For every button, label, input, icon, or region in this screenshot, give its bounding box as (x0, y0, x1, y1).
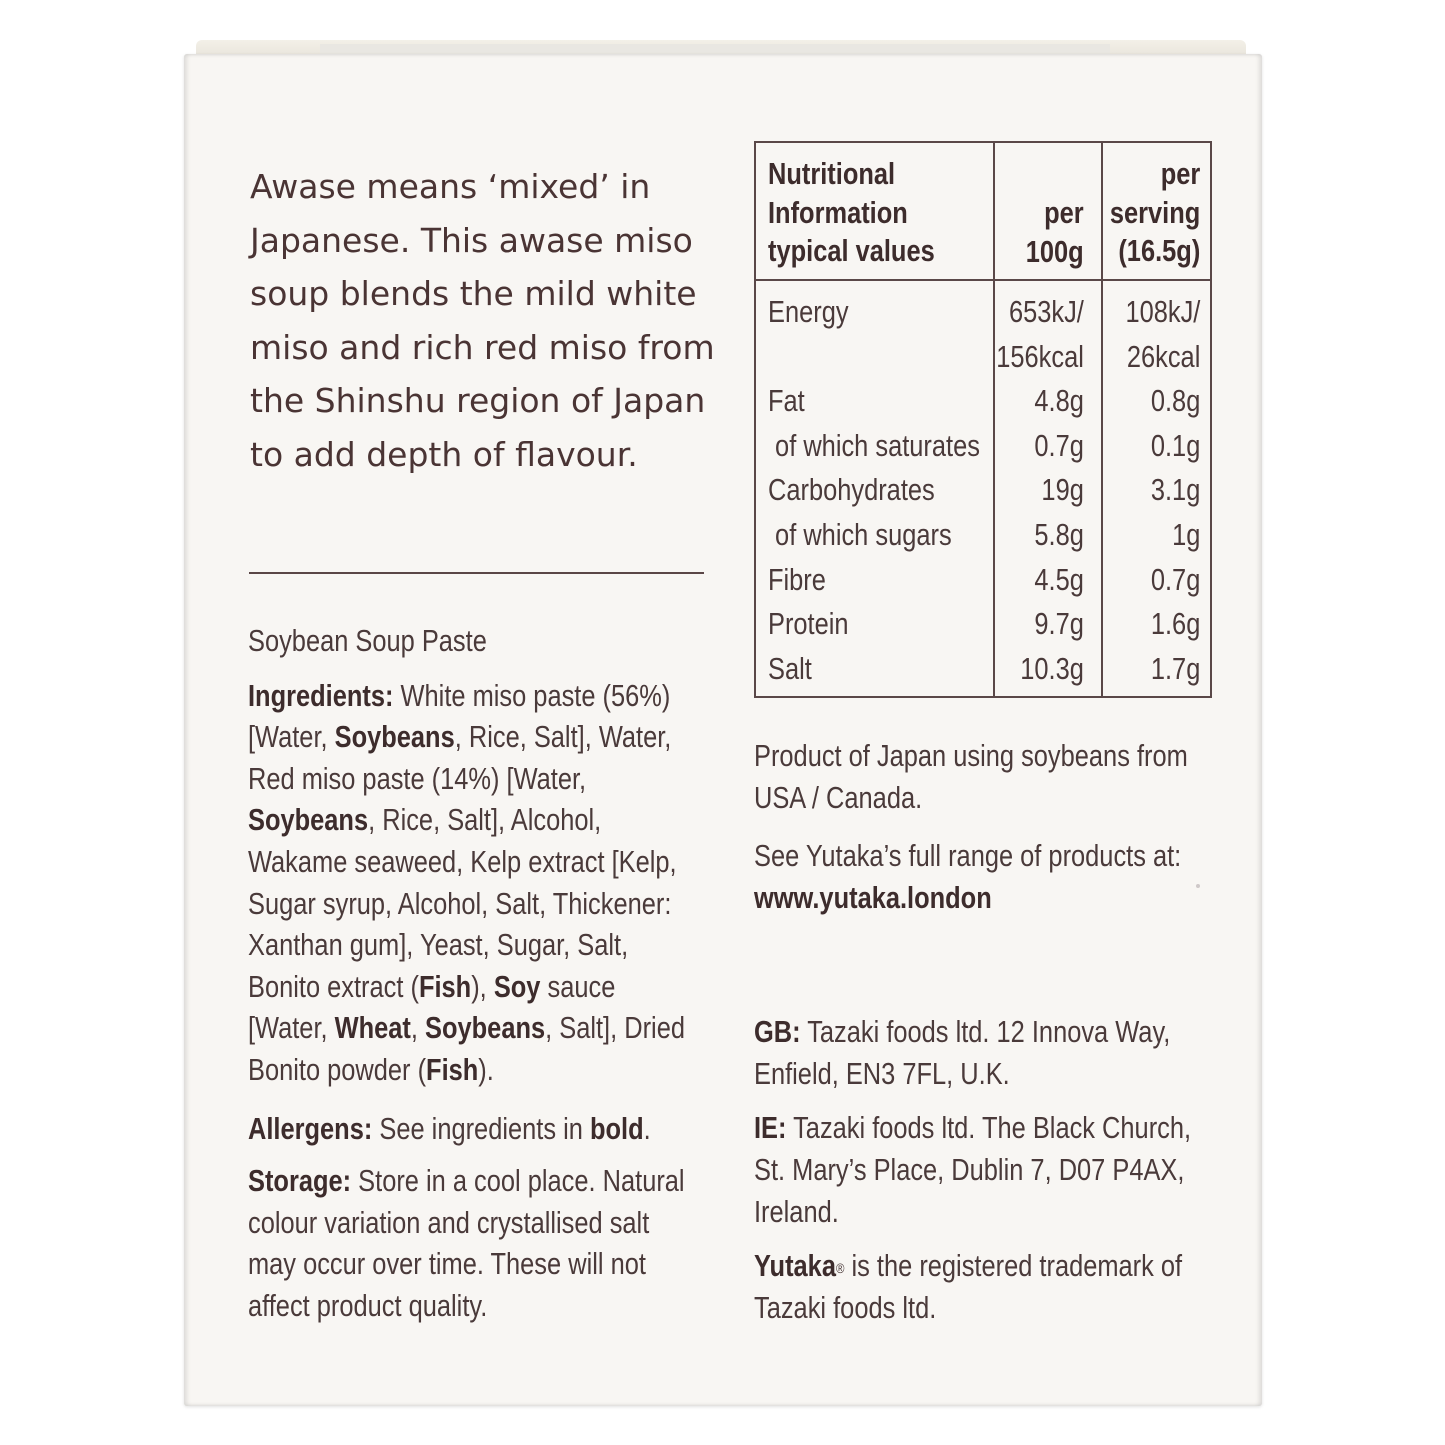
nutrition-row-label: Energy (768, 294, 849, 329)
nutrition-table (754, 141, 1212, 698)
table-column-divider (1101, 143, 1103, 696)
nutrition-header-per100: per 100g (1026, 195, 1084, 269)
product-subtitle: Soybean Soup Paste (248, 623, 487, 658)
table-header-divider (756, 279, 1210, 281)
ingredients-text: Ingredients: White miso paste (56%) [Water, Soybeans, Rice, Salt], Water, Red miso paste (14%) [Water, Soybeans, Rice, Salt], Alcohol, Wakame seaweed, Kelp extract [Kelp, Sugar syrup, Alcohol, Salt, Thickener: Xanthan gum], Yeast, Sugar, Salt, Bonito extract (Fish), Soy sauce [Water, Wheat, Soybeans, Salt], Dried Bonito powder (Fish). (248, 677, 685, 1087)
nutrition-row-perserving: 26kcal (1126, 338, 1200, 374)
nutrition-row-per100: 0.7g (1034, 427, 1084, 463)
nutrition-row-perserving: 108kJ/ (1125, 294, 1200, 329)
storage-label: Storage: (248, 1163, 352, 1199)
nutrition-row-label: of which sugars (768, 516, 952, 552)
print-speck (1196, 884, 1200, 888)
nutrition-per100-values (996, 290, 1084, 691)
nutrition-row-per100: 5.8g (1034, 516, 1084, 552)
trademark-text: Yutaka® is the registered trademark of Tazaki foods ltd. (754, 1248, 1183, 1325)
nutrition-row-per100: 653kJ/ (1009, 294, 1084, 329)
nutrition-row-per100: 10.3g (1020, 650, 1084, 686)
nutrition-row-label (768, 335, 980, 380)
nutrition-row-per100: 4.5g (1034, 561, 1084, 597)
nutrition-row-label: of which saturates (768, 427, 980, 463)
allergens-text: Allergens: See ingredients in bold. (248, 1110, 651, 1146)
nutrition-row-per100: 156kcal (996, 338, 1084, 374)
nutrition-row-perserving: 0.8g (1150, 383, 1200, 419)
allergens-label: Allergens: (248, 1110, 373, 1146)
nutrition-header-label: Nutritional Information typical values (768, 156, 935, 268)
nutrition-row-perserving: 1.7g (1150, 650, 1200, 686)
nutrition-row-label: Carbohydrates (768, 472, 935, 508)
intro-text: Awase means ‘mixed’ in Japanese. This awase miso soup blends the mild white miso and rich red miso from the Shinshu region of Japan to add depth of flavour. (250, 167, 715, 474)
range-text: See Yutaka’s full range of products at: (754, 838, 1182, 873)
nutrition-row-per100: 19g (1041, 472, 1084, 508)
gb-address: GB: Tazaki foods ltd. 12 Innova Way, Enfield, EN3 7FL, U.K. (754, 1014, 1171, 1091)
table-column-divider (993, 143, 995, 696)
nutrition-row-perserving: 1g (1171, 516, 1200, 552)
website-link[interactable]: www.yutaka.london (754, 880, 992, 915)
nutrition-row-perserving: 0.7g (1150, 561, 1200, 597)
nutrition-row-per100: 4.8g (1034, 383, 1084, 419)
nutrition-row-label: Salt (768, 650, 812, 686)
origin-text: Product of Japan using soybeans from USA / Canada. (754, 738, 1188, 815)
storage-text: Storage: Store in a cool place. Natural colour variation and crystallised salt may occur over time. These will not affect product quality. (248, 1163, 685, 1323)
ingredients-label: Ingredients: (248, 677, 394, 713)
nutrition-row-label: Protein (768, 606, 849, 642)
nutrition-row-perserving: 0.1g (1150, 427, 1200, 463)
nutrition-labels (768, 290, 980, 691)
ie-address: IE: Tazaki foods ltd. The Black Church, St. Mary’s Place, Dublin 7, D07 P4AX, Ireland. (754, 1110, 1192, 1229)
nutrition-row-per100: 9.7g (1034, 606, 1084, 642)
nutrition-perserving-values (1125, 290, 1200, 691)
box-flap-shadow (320, 44, 1110, 54)
nutrition-row-label: Fibre (768, 561, 826, 597)
nutrition-header-perserving: per serving (16.5g) (1109, 156, 1200, 268)
nutrition-row-perserving: 3.1g (1150, 472, 1200, 508)
nutrition-row-perserving: 1.6g (1150, 606, 1200, 642)
nutrition-row-label: Fat (768, 383, 805, 419)
info-column (754, 735, 1213, 1329)
ingredients-column (248, 620, 691, 1327)
divider (249, 572, 704, 574)
